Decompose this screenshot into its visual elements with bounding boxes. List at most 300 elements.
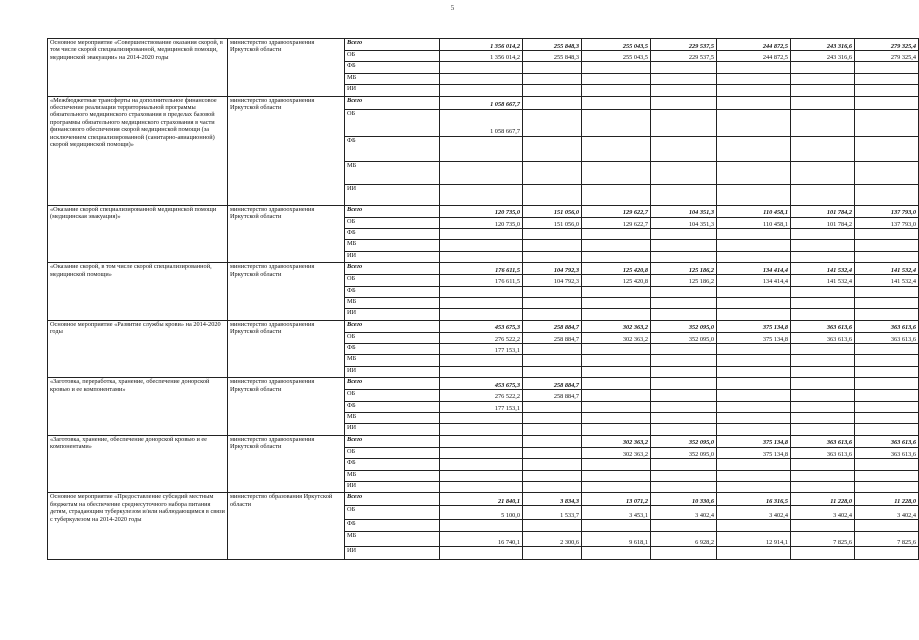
- value-total: 1 356 014,2: [440, 51, 523, 62]
- value-year: [523, 547, 582, 560]
- funding-source: Всего: [345, 263, 440, 275]
- value-total: [440, 424, 523, 435]
- funding-source: МБ: [345, 73, 440, 84]
- value-year: 363 613,6: [855, 320, 919, 332]
- value-year: [651, 547, 717, 560]
- value-year: [651, 96, 717, 109]
- value-year: 375 134,8: [717, 320, 791, 332]
- value-year: [523, 413, 582, 424]
- funding-source: МБ: [345, 413, 440, 424]
- funding-source: Всего: [345, 320, 440, 332]
- value-year: [582, 109, 651, 136]
- value-total: 176 611,5: [440, 275, 523, 286]
- funding-source: ОБ: [345, 390, 440, 401]
- funding-source: ОБ: [345, 275, 440, 286]
- measure-name: «Оказание скорой, в том числе скорой специализированной, медицинской помощи»: [48, 263, 228, 321]
- value-year: 375 134,8: [717, 332, 791, 343]
- value-year: [582, 240, 651, 251]
- funding-source: Всего: [345, 378, 440, 390]
- funding-source: ИИ: [345, 366, 440, 377]
- value-year: [791, 344, 855, 355]
- value-year: [651, 378, 717, 390]
- value-year: [717, 470, 791, 481]
- value-year: 151 056,0: [523, 217, 582, 228]
- value-year: [523, 161, 582, 184]
- value-year: [582, 96, 651, 109]
- value-year: [523, 481, 582, 492]
- measure-name: «Оказание скорой специализированной медицинской помощи (медицинская эвакуация)»: [48, 205, 228, 263]
- value-total: [440, 161, 523, 184]
- value-year: [717, 309, 791, 320]
- value-year: [855, 109, 919, 136]
- value-year: 3 402,4: [651, 506, 717, 520]
- value-year: 279 325,4: [855, 51, 919, 62]
- value-year: [717, 109, 791, 136]
- value-year: [717, 413, 791, 424]
- value-year: [582, 401, 651, 412]
- value-year: 258 884,7: [523, 390, 582, 401]
- value-year: [651, 355, 717, 366]
- value-year: [717, 62, 791, 73]
- value-year: [791, 390, 855, 401]
- page-number: 5: [450, 4, 455, 12]
- value-total: 21 840,1: [440, 493, 523, 506]
- section-total-row: [48, 96, 919, 109]
- value-total: [440, 470, 523, 481]
- funding-source: ОБ: [345, 217, 440, 228]
- value-year: [523, 228, 582, 239]
- value-year: 137 793,0: [855, 205, 919, 217]
- value-year: [582, 481, 651, 492]
- value-year: [582, 424, 651, 435]
- value-year: [523, 520, 582, 532]
- value-year: 302 363,2: [582, 447, 651, 458]
- funding-source: ОБ: [345, 332, 440, 343]
- value-year: [582, 344, 651, 355]
- value-year: [651, 109, 717, 136]
- value-year: [582, 85, 651, 96]
- value-total: 276 522,2: [440, 390, 523, 401]
- value-year: [582, 228, 651, 239]
- value-year: [791, 520, 855, 532]
- value-year: [651, 228, 717, 239]
- value-year: 125 186,2: [651, 263, 717, 275]
- value-year: [582, 355, 651, 366]
- funding-source: МБ: [345, 355, 440, 366]
- value-total: 176 611,5: [440, 263, 523, 275]
- value-year: [791, 309, 855, 320]
- value-year: [791, 424, 855, 435]
- value-year: [717, 251, 791, 262]
- value-year: [855, 228, 919, 239]
- funding-source: ИИ: [345, 251, 440, 262]
- value-total: [440, 251, 523, 262]
- value-total: [440, 184, 523, 205]
- value-year: [717, 344, 791, 355]
- value-year: 125 186,2: [651, 275, 717, 286]
- value-year: [651, 390, 717, 401]
- value-year: [523, 401, 582, 412]
- responsible-executor: министерство здравоохранения Иркутской области: [228, 205, 345, 263]
- value-year: [717, 228, 791, 239]
- funding-source: Всего: [345, 435, 440, 447]
- value-year: [523, 366, 582, 377]
- value-total: 5 100,0: [440, 506, 523, 520]
- measure-name: «Заготовка, переработка, хранение, обеспечение донорской кровью и ее компонентами»: [48, 378, 228, 436]
- value-year: [582, 297, 651, 308]
- value-year: [582, 73, 651, 84]
- value-year: [651, 62, 717, 73]
- value-year: [651, 184, 717, 205]
- value-year: [855, 184, 919, 205]
- value-year: [855, 240, 919, 251]
- value-year: 129 622,7: [582, 217, 651, 228]
- value-year: 363 613,6: [791, 447, 855, 458]
- value-year: [791, 378, 855, 390]
- value-year: [523, 355, 582, 366]
- value-year: [791, 73, 855, 84]
- section-total-row: [48, 39, 919, 51]
- funding-source: Всего: [345, 493, 440, 506]
- value-year: 3 834,3: [523, 493, 582, 506]
- value-year: [855, 401, 919, 412]
- funding-source: ФБ: [345, 62, 440, 73]
- value-year: [717, 96, 791, 109]
- value-year: [651, 470, 717, 481]
- value-year: [582, 547, 651, 560]
- value-year: 3 402,4: [717, 506, 791, 520]
- value-year: [791, 109, 855, 136]
- value-year: [855, 73, 919, 84]
- value-year: [523, 73, 582, 84]
- value-year: [791, 459, 855, 470]
- value-year: [651, 459, 717, 470]
- funding-source: МБ: [345, 161, 440, 184]
- value-year: [651, 520, 717, 532]
- value-year: [855, 85, 919, 96]
- value-year: [582, 161, 651, 184]
- value-year: 11 228,0: [791, 493, 855, 506]
- value-year: 243 316,6: [791, 51, 855, 62]
- value-year: [523, 136, 582, 161]
- value-year: [582, 378, 651, 390]
- funding-source: ФБ: [345, 459, 440, 470]
- value-total: [440, 73, 523, 84]
- value-year: [717, 161, 791, 184]
- measure-name: Основное мероприятие «Совершенствование оказания скорой, в том числе скорой специализированной, медицинской помощи, медицинской эвакуации» на 2014-2020 годы: [48, 39, 228, 97]
- value-year: [582, 286, 651, 297]
- value-year: 255 043,5: [582, 39, 651, 51]
- value-year: 375 134,8: [717, 447, 791, 458]
- value-year: [855, 309, 919, 320]
- value-year: [791, 184, 855, 205]
- responsible-executor: министерство образования Иркутской области: [228, 493, 345, 560]
- value-year: [582, 470, 651, 481]
- value-year: [791, 355, 855, 366]
- value-year: [651, 286, 717, 297]
- value-year: [791, 251, 855, 262]
- value-year: 258 884,7: [523, 332, 582, 343]
- value-year: 110 458,1: [717, 217, 791, 228]
- value-year: 244 872,5: [717, 51, 791, 62]
- responsible-executor: министерство здравоохранения Иркутской области: [228, 263, 345, 321]
- value-total: 177 153,1: [440, 401, 523, 412]
- value-year: [523, 470, 582, 481]
- value-year: [717, 240, 791, 251]
- funding-source: ИИ: [345, 481, 440, 492]
- value-year: [523, 459, 582, 470]
- value-year: 101 784,2: [791, 217, 855, 228]
- value-total: [440, 366, 523, 377]
- value-year: 7 825,6: [855, 532, 919, 547]
- funding-source: ОБ: [345, 506, 440, 520]
- value-year: 141 532,4: [791, 275, 855, 286]
- funding-source: МБ: [345, 470, 440, 481]
- value-total: [440, 309, 523, 320]
- value-year: 2 300,6: [523, 532, 582, 547]
- value-total: 453 675,3: [440, 378, 523, 390]
- value-year: [523, 309, 582, 320]
- value-year: 101 784,2: [791, 205, 855, 217]
- value-year: 11 228,0: [855, 493, 919, 506]
- value-year: [855, 62, 919, 73]
- value-year: [651, 251, 717, 262]
- value-year: [651, 366, 717, 377]
- funding-source: ОБ: [345, 51, 440, 62]
- value-year: [651, 136, 717, 161]
- value-year: 363 613,6: [791, 435, 855, 447]
- value-year: [523, 96, 582, 109]
- value-year: 151 056,0: [523, 205, 582, 217]
- value-year: 363 613,6: [855, 435, 919, 447]
- value-year: [791, 85, 855, 96]
- measure-name: Основное мероприятие «Предоставление субсидий местным бюджетам на обеспечение среднесуточного набора питания детям, страдающим туберкулезом и/или наблюдающимся в связи с туберкулезом на 2014-2020 годы: [48, 493, 228, 560]
- funding-source: ИИ: [345, 547, 440, 560]
- value-total: 1 356 014,2: [440, 39, 523, 51]
- value-total: [440, 228, 523, 239]
- value-year: [855, 413, 919, 424]
- value-year: 3 402,4: [855, 506, 919, 520]
- value-year: [582, 184, 651, 205]
- funding-source: МБ: [345, 297, 440, 308]
- funding-source: ОБ: [345, 447, 440, 458]
- value-year: [855, 161, 919, 184]
- funding-source: ИИ: [345, 309, 440, 320]
- value-year: [651, 85, 717, 96]
- value-year: [791, 413, 855, 424]
- value-year: [855, 459, 919, 470]
- value-year: [855, 547, 919, 560]
- value-year: [651, 161, 717, 184]
- value-year: [651, 481, 717, 492]
- value-year: [717, 85, 791, 96]
- value-year: 1 533,7: [523, 506, 582, 520]
- value-total: 1 058 667,7: [440, 109, 523, 136]
- value-year: 3 453,1: [582, 506, 651, 520]
- value-year: 363 613,6: [855, 332, 919, 343]
- value-year: [855, 286, 919, 297]
- value-total: [440, 286, 523, 297]
- value-year: [791, 161, 855, 184]
- value-year: 134 414,4: [717, 275, 791, 286]
- value-year: [717, 459, 791, 470]
- value-year: 229 537,5: [651, 51, 717, 62]
- value-year: [791, 62, 855, 73]
- value-year: [523, 435, 582, 447]
- value-year: [523, 240, 582, 251]
- value-year: [717, 136, 791, 161]
- value-year: [717, 366, 791, 377]
- section-total-row: [48, 263, 919, 275]
- funding-source: ФБ: [345, 136, 440, 161]
- value-year: 104 351,3: [651, 205, 717, 217]
- value-year: [523, 109, 582, 136]
- responsible-executor: министерство здравоохранения Иркутской области: [228, 96, 345, 205]
- value-year: [651, 424, 717, 435]
- value-year: 302 363,2: [582, 332, 651, 343]
- value-year: 134 414,4: [717, 263, 791, 275]
- value-total: 120 735,0: [440, 205, 523, 217]
- value-total: [440, 481, 523, 492]
- value-year: [855, 390, 919, 401]
- funding-source: ИИ: [345, 184, 440, 205]
- value-year: [523, 62, 582, 73]
- value-year: [717, 481, 791, 492]
- value-total: [440, 85, 523, 96]
- value-year: [523, 286, 582, 297]
- value-total: 453 675,3: [440, 320, 523, 332]
- value-total: [440, 435, 523, 447]
- value-year: [791, 547, 855, 560]
- value-year: [855, 470, 919, 481]
- value-year: 363 613,6: [855, 447, 919, 458]
- value-year: [717, 520, 791, 532]
- measure-name: «Межбюджетные трансферты на дополнительное финансовое обеспечение реализации территориальной программы обязательного медицинского страхования в пределах базовой программы обязательного медицинского страхования в части финансового обеспечения скорой медицинской помощи (за исключением специализированной (санитарно-авиационной) скорой медицинской помощи)»: [48, 96, 228, 205]
- value-year: [582, 136, 651, 161]
- value-year: 352 095,0: [651, 435, 717, 447]
- value-year: 302 363,2: [582, 435, 651, 447]
- funding-source: Всего: [345, 39, 440, 51]
- value-year: [523, 251, 582, 262]
- value-year: 141 532,4: [855, 263, 919, 275]
- value-year: [791, 136, 855, 161]
- value-year: [523, 424, 582, 435]
- value-year: [855, 96, 919, 109]
- value-year: 125 420,8: [582, 263, 651, 275]
- section-total-row: [48, 493, 919, 506]
- value-year: [651, 309, 717, 320]
- value-year: [791, 401, 855, 412]
- value-total: [440, 297, 523, 308]
- value-year: [717, 378, 791, 390]
- value-year: 352 095,0: [651, 332, 717, 343]
- value-year: 244 872,5: [717, 39, 791, 51]
- value-year: [651, 344, 717, 355]
- value-year: 375 134,8: [717, 435, 791, 447]
- funding-source: ОБ: [345, 109, 440, 136]
- value-year: [582, 459, 651, 470]
- value-total: [440, 447, 523, 458]
- value-year: [855, 481, 919, 492]
- value-year: [855, 378, 919, 390]
- value-year: [791, 297, 855, 308]
- value-year: [651, 413, 717, 424]
- funding-source: ФБ: [345, 228, 440, 239]
- value-year: [582, 390, 651, 401]
- value-total: [440, 413, 523, 424]
- value-total: [440, 547, 523, 560]
- value-year: 10 330,6: [651, 493, 717, 506]
- value-year: [582, 251, 651, 262]
- value-year: 13 071,2: [582, 493, 651, 506]
- funding-source: МБ: [345, 532, 440, 547]
- value-year: 255 043,5: [582, 51, 651, 62]
- value-year: 352 095,0: [651, 320, 717, 332]
- value-year: [791, 286, 855, 297]
- value-year: 352 095,0: [651, 447, 717, 458]
- responsible-executor: министерство здравоохранения Иркутской области: [228, 320, 345, 378]
- funding-source: ИИ: [345, 424, 440, 435]
- value-total: [440, 459, 523, 470]
- value-year: [791, 96, 855, 109]
- value-year: [855, 297, 919, 308]
- value-year: [855, 424, 919, 435]
- funding-source: ФБ: [345, 286, 440, 297]
- value-year: 7 825,6: [791, 532, 855, 547]
- value-year: [717, 424, 791, 435]
- value-total: 16 740,1: [440, 532, 523, 547]
- value-year: [523, 184, 582, 205]
- value-year: 302 363,2: [582, 320, 651, 332]
- value-year: [855, 251, 919, 262]
- value-year: [717, 184, 791, 205]
- value-year: [791, 228, 855, 239]
- value-total: 120 735,0: [440, 217, 523, 228]
- value-year: [717, 286, 791, 297]
- value-year: [791, 481, 855, 492]
- value-year: [582, 520, 651, 532]
- value-year: [651, 240, 717, 251]
- value-total: [440, 136, 523, 161]
- value-year: [717, 355, 791, 366]
- value-total: [440, 240, 523, 251]
- section-total-row: [48, 205, 919, 217]
- value-year: [855, 520, 919, 532]
- value-year: 243 316,6: [791, 39, 855, 51]
- value-year: [651, 401, 717, 412]
- budget-table-body: [48, 39, 919, 560]
- value-year: [717, 390, 791, 401]
- value-year: [523, 297, 582, 308]
- value-year: [855, 355, 919, 366]
- responsible-executor: министерство здравоохранения Иркутской области: [228, 39, 345, 97]
- value-year: [855, 136, 919, 161]
- funding-source: ФБ: [345, 401, 440, 412]
- value-year: 255 848,3: [523, 51, 582, 62]
- section-total-row: [48, 435, 919, 447]
- value-year: [582, 413, 651, 424]
- value-year: 125 420,8: [582, 275, 651, 286]
- value-year: [791, 240, 855, 251]
- funding-source: ИИ: [345, 85, 440, 96]
- value-year: [651, 73, 717, 84]
- value-total: [440, 62, 523, 73]
- value-year: 104 792,3: [523, 263, 582, 275]
- value-year: 110 458,1: [717, 205, 791, 217]
- measure-name: «Заготовка, хранение, обеспечение донорской кровью и ее компонентами»: [48, 435, 228, 493]
- value-total: 177 153,1: [440, 344, 523, 355]
- value-total: [440, 355, 523, 366]
